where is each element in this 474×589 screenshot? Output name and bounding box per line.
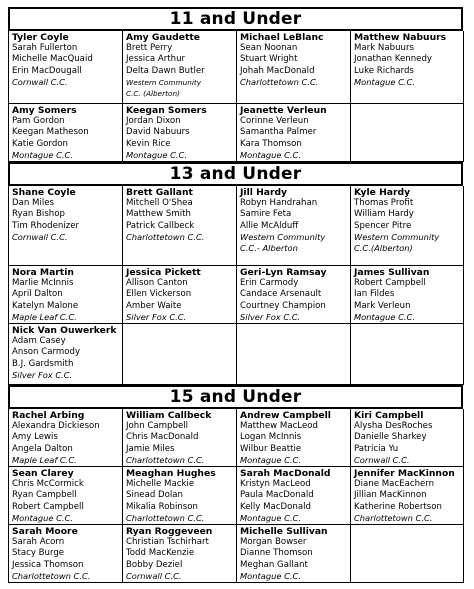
team-card — [123, 467, 237, 525]
empty-cell — [123, 324, 237, 385]
club-name: Maple Leaf C.C. — [12, 311, 77, 322]
skip-name: Kyle Hardy — [354, 187, 411, 198]
team-grid-13-under — [8, 186, 463, 385]
team-member: Robyn Handrahan — [240, 198, 318, 209]
club-name: Montague C.C. — [12, 512, 73, 523]
team-member: Angela Dalton — [12, 443, 73, 454]
skip-name: Sarah MacDonald — [240, 468, 331, 479]
team-grid-15-under — [8, 409, 463, 583]
skip-name: Tyler Coyle — [12, 32, 69, 43]
team-card — [123, 186, 237, 266]
club-name: Silver Fox C.C. — [240, 311, 301, 322]
empty-cell — [351, 104, 464, 162]
team-member: Matthew MacLeod — [240, 421, 318, 432]
team-member: Sarah Fullerton — [12, 43, 78, 54]
team-member: Danielle Sharkey — [354, 432, 427, 443]
skip-name: Brett Gallant — [126, 187, 193, 198]
team-card — [9, 324, 123, 385]
club-name: Charlottetown C.C. — [240, 76, 319, 87]
team-card — [351, 31, 464, 104]
club-name: Western Community — [126, 77, 202, 87]
team-card — [237, 31, 351, 104]
team-member: Samantha Palmer — [240, 127, 317, 138]
team-member: Ellen Vickerson — [126, 289, 192, 300]
team-member: Pam Gordon — [12, 116, 65, 127]
skip-name: Amy Gaudette — [126, 32, 200, 43]
skip-name: Meaghan Hughes — [126, 468, 216, 479]
team-member: Paula MacDonald — [240, 490, 314, 501]
team-card — [9, 104, 123, 162]
team-card — [237, 525, 351, 583]
club-name: C.C. (Alberton) — [126, 89, 180, 99]
skip-name: Jennifer MacKinnon — [354, 468, 455, 479]
team-member: David Nabuurs — [126, 127, 190, 138]
skip-name: Michelle Sullivan — [240, 526, 328, 537]
team-member: Brett Perry — [126, 43, 173, 54]
team-member: Anson Carmody — [12, 347, 81, 358]
team-member: Mark Nabuurs — [354, 43, 414, 54]
skip-name: Sean Clarey — [12, 468, 74, 479]
skip-name: Ryan Roggeveen — [126, 526, 213, 537]
team-member: Wilbur Beattie — [240, 443, 302, 454]
club-name: Charlottetown C.C. — [12, 570, 91, 581]
team-member: Robert Campbell — [12, 501, 84, 512]
club-name: Montague C.C. — [354, 76, 415, 87]
team-grid-11-under — [8, 31, 463, 162]
team-member: Dan Miles — [12, 198, 55, 209]
team-card — [9, 525, 123, 583]
club-name: Charlottetown C.C. — [126, 231, 205, 242]
club-name: Montague C.C. — [240, 454, 301, 465]
team-card — [9, 266, 123, 324]
club-name: C.C.(Alberton) — [354, 243, 413, 254]
team-member: Amber Waite — [126, 300, 182, 311]
empty-cell — [351, 525, 464, 583]
team-member: Katherine Robertson — [354, 501, 442, 512]
club-name: Charlottetown C.C. — [126, 454, 205, 465]
club-name: Charlottetown C.C. — [354, 512, 433, 523]
club-name: Montague C.C. — [126, 149, 187, 160]
team-member: Meghan Gallant — [240, 559, 308, 570]
team-member: Sinead Dolan — [126, 490, 184, 501]
skip-name: Amy Somers — [12, 105, 77, 116]
section-header-13-under: 13 and Under — [8, 162, 463, 186]
team-member: Jillian MacKinnon — [354, 490, 427, 501]
team-member: Todd MacKenzie — [126, 548, 195, 559]
club-name: Silver Fox C.C. — [12, 369, 73, 380]
club-name: Montague C.C. — [240, 149, 301, 160]
club-name: Montague C.C. — [12, 149, 73, 160]
skip-name: Matthew Nabuurs — [354, 32, 447, 43]
team-member: Patricia Yu — [354, 443, 399, 454]
team-member: Delta Dawn Butler — [126, 65, 205, 76]
team-card — [123, 31, 237, 104]
team-card — [237, 409, 351, 467]
team-member: Luke Richards — [354, 65, 414, 76]
team-card — [123, 266, 237, 324]
team-card — [351, 266, 464, 324]
team-member: Robert Campbell — [354, 278, 426, 289]
team-member: Samire Feta — [240, 209, 292, 220]
club-name: Montague C.C. — [240, 512, 301, 523]
skip-name: James Sullivan — [354, 267, 430, 278]
team-member: Courtney Champion — [240, 300, 326, 311]
skip-name: Michael LeBlanc — [240, 32, 324, 43]
skip-name: Jill Hardy — [240, 187, 288, 198]
team-member: Matthew Smith — [126, 209, 191, 220]
team-card — [123, 409, 237, 467]
team-member: John Campbell — [126, 421, 189, 432]
team-member: Michelle MacQuaid — [12, 54, 93, 65]
club-name: Montague C.C. — [354, 311, 415, 322]
club-name: Cornwall C.C. — [12, 76, 68, 87]
team-member: Stacy Burge — [12, 548, 65, 559]
club-name: C.C.- Alberton — [240, 243, 298, 254]
empty-cell — [351, 324, 464, 385]
club-name: Maple Leaf C.C. — [12, 454, 77, 465]
team-card — [237, 266, 351, 324]
team-member: Morgan Bowser — [240, 537, 307, 548]
team-card — [351, 467, 464, 525]
club-name: Charlottetown C.C. — [126, 512, 205, 523]
team-member: Kara Thomson — [240, 138, 302, 149]
team-member: Sean Noonan — [240, 43, 298, 54]
empty-cell — [237, 324, 351, 385]
team-card — [237, 467, 351, 525]
team-member: B.J. Gardsmith — [12, 358, 74, 369]
team-member: Erin Carmody — [240, 278, 299, 289]
team-card — [237, 104, 351, 162]
team-member: Allie McAlduff — [240, 220, 299, 231]
club-name: Silver Fox C.C. — [126, 311, 187, 322]
team-member: Ryan Campbell — [12, 490, 77, 501]
team-member: Kelly MacDonald — [240, 501, 311, 512]
team-member: Sarah Acorn — [12, 537, 65, 548]
team-card — [9, 186, 123, 266]
team-card — [123, 104, 237, 162]
team-card — [9, 409, 123, 467]
team-member: William Hardy — [354, 209, 414, 220]
team-member: Jonathan Kennedy — [354, 54, 432, 65]
skip-name: Kiri Campbell — [354, 410, 424, 421]
skip-name: Geri-Lyn Ramsay — [240, 267, 327, 278]
section-header-15-under: 15 and Under — [8, 385, 463, 409]
team-member: Adam Casey — [12, 336, 66, 347]
team-member: Jamie Miles — [126, 443, 175, 454]
roster-sheet — [8, 7, 463, 583]
team-member: Ryan Bishop — [12, 209, 65, 220]
skip-name: Shane Coyle — [12, 187, 76, 198]
team-member: Chris MacDonald — [126, 432, 199, 443]
club-name: Cornwall C.C. — [354, 454, 410, 465]
team-member: Patrick Callbeck — [126, 220, 195, 231]
skip-name: Jessica Pickett — [126, 267, 201, 278]
team-member: Thomas Profit — [354, 198, 414, 209]
club-name: Western Community — [240, 231, 326, 242]
team-member: Amy Lewis — [12, 432, 58, 443]
section-header-11-under: 11 and Under — [8, 7, 463, 31]
team-member: Spencer Pitre — [354, 220, 412, 231]
team-member: Ian Fildes — [354, 289, 395, 300]
team-member: Katelyn Malone — [12, 300, 79, 311]
skip-name: William Callbeck — [126, 410, 212, 421]
team-member: Alexandra Dickieson — [12, 421, 100, 432]
skip-name: Nick Van Ouwerkerk — [12, 325, 117, 336]
club-name: Cornwall C.C. — [126, 570, 182, 581]
skip-name: Jeanette Verleun — [240, 105, 327, 116]
team-member: Jessica Arthur — [126, 54, 186, 65]
team-member: Allison Canton — [126, 278, 188, 289]
team-member: Bobby Deziel — [126, 559, 183, 570]
team-member: Erin MacDougall — [12, 65, 82, 76]
team-member: Katie Gordon — [12, 138, 68, 149]
team-member: Tim Rhodenizer — [12, 220, 80, 231]
team-member: Jessica Thomson — [12, 559, 84, 570]
club-name: Western Community — [354, 231, 440, 242]
team-member: Marlie McInnis — [12, 278, 74, 289]
team-member: Johah MacDonald — [240, 65, 315, 76]
skip-name: Nora Martin — [12, 267, 74, 278]
team-member: Christian Tschirhart — [126, 537, 209, 548]
team-card — [351, 186, 464, 266]
team-member: Kevin Rice — [126, 138, 171, 149]
team-member: Diane MacEachern — [354, 479, 435, 490]
skip-name: Sarah Moore — [12, 526, 78, 537]
team-card — [351, 409, 464, 467]
team-member: Alysha DesRoches — [354, 421, 433, 432]
skip-name: Rachel Arbing — [12, 410, 85, 421]
club-name: Cornwall C.C. — [12, 231, 68, 242]
team-member: Logan McInnis — [240, 432, 302, 443]
skip-name: Keegan Somers — [126, 105, 207, 116]
skip-name: Andrew Campbell — [240, 410, 331, 421]
team-member: Corinne Verleun — [240, 116, 309, 127]
team-member: Dianne Thomson — [240, 548, 313, 559]
team-member: Chris McCormick — [12, 479, 84, 490]
team-member: Mitchell O'Shea — [126, 198, 193, 209]
team-card — [9, 467, 123, 525]
team-card — [123, 525, 237, 583]
team-card — [237, 186, 351, 266]
team-member: Jordan Dixon — [126, 116, 181, 127]
team-member: Stuart Wright — [240, 54, 298, 65]
team-member: Keegan Matheson — [12, 127, 89, 138]
team-member: Mark Verleun — [354, 300, 411, 311]
team-card — [9, 31, 123, 104]
club-name: Montague C.C. — [240, 570, 301, 581]
team-member: April Dalton — [12, 289, 63, 300]
team-member: Candace Arsenault — [240, 289, 322, 300]
team-member: Michelle Mackie — [126, 479, 195, 490]
team-member: Kristyn MacLeod — [240, 479, 311, 490]
team-member: Mikalia Robinson — [126, 501, 198, 512]
